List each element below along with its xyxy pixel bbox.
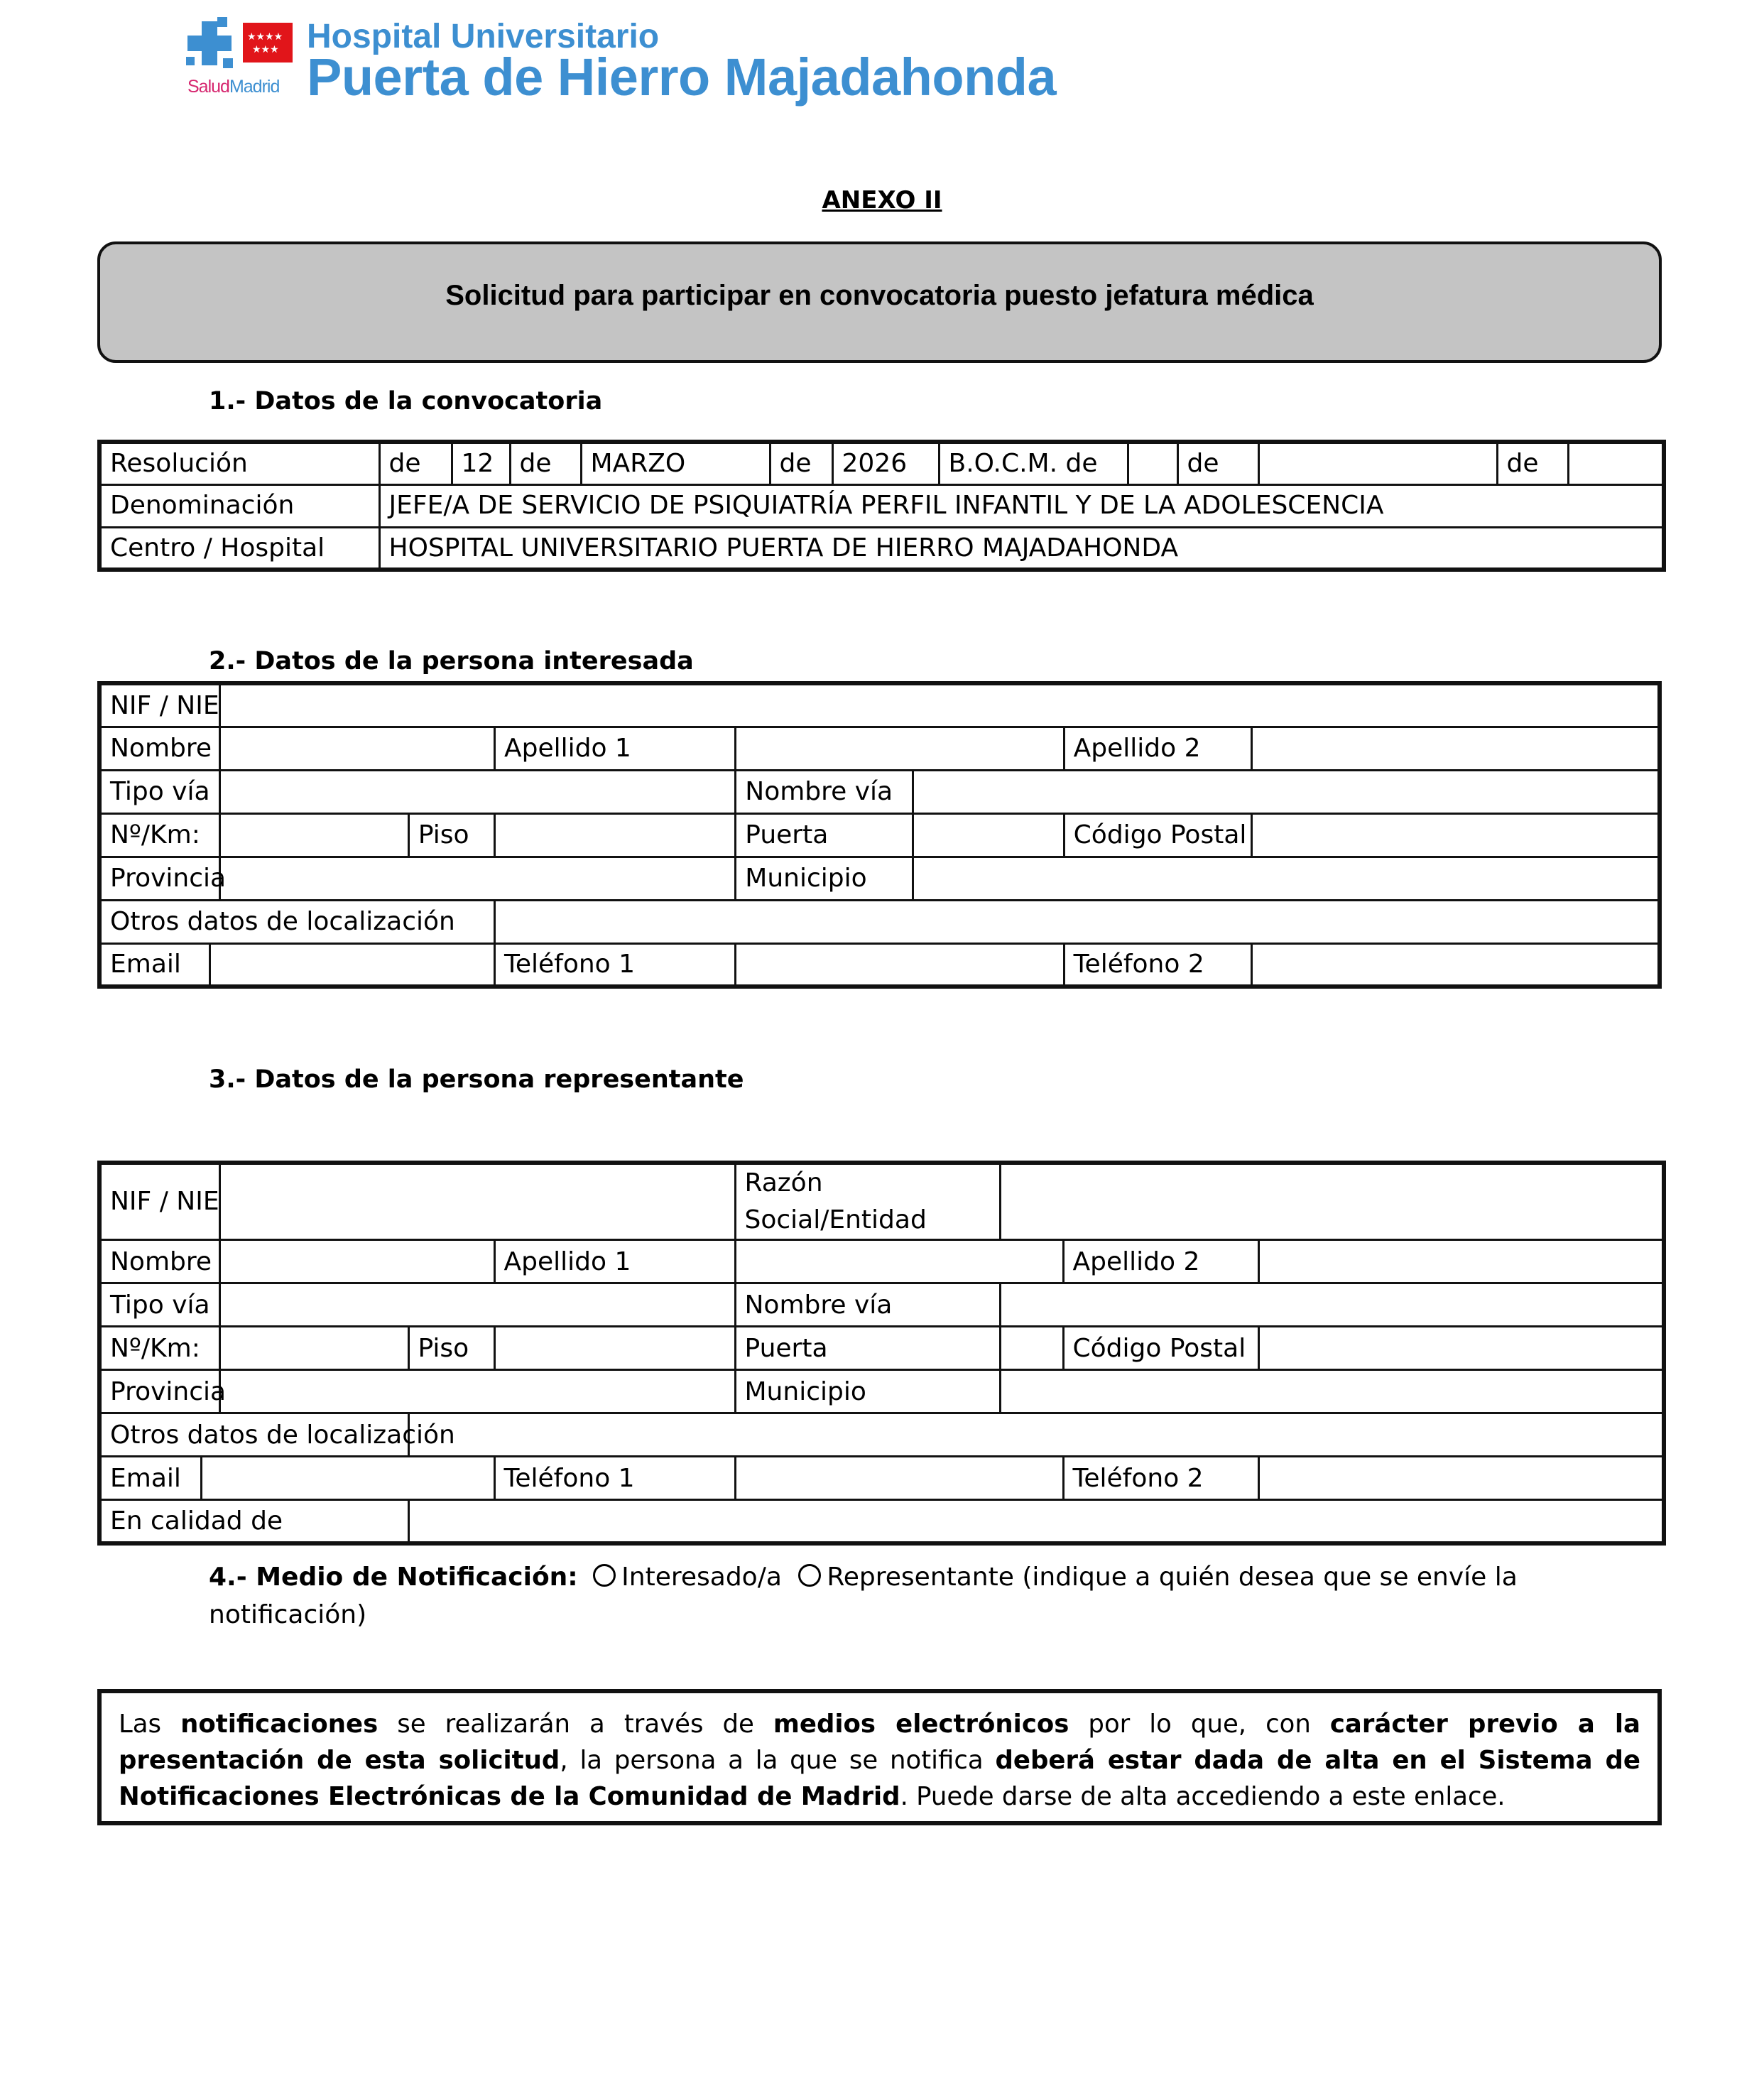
radio-representante-icon[interactable]	[798, 1564, 821, 1587]
rep-num-km-label: Nº/Km:	[99, 1327, 219, 1370]
bocm-month-field[interactable]	[1258, 442, 1497, 484]
rep-num-km-field[interactable]	[219, 1327, 408, 1370]
email-label: Email	[99, 943, 209, 987]
rep-codigo-postal-field[interactable]	[1258, 1327, 1664, 1370]
notice-text: Las	[119, 1710, 181, 1739]
de-label: de	[379, 442, 452, 484]
rep-puerta-field[interactable]	[1000, 1327, 1063, 1370]
section2-heading: 2.- Datos de la persona interesada	[209, 647, 694, 675]
bocm-label: B.O.C.M. de	[939, 442, 1128, 484]
rep-codigo-postal-label: Código Postal	[1063, 1327, 1258, 1370]
telefono2-field[interactable]	[1251, 943, 1660, 987]
hospital-name-line2: Puerta de Hierro Majadahonda	[307, 48, 1057, 107]
rep-razon-social-field[interactable]	[1000, 1163, 1664, 1240]
rep-provincia-field[interactable]	[219, 1370, 735, 1413]
rep-email-label: Email	[99, 1457, 201, 1500]
rep-municipio-field[interactable]	[1000, 1370, 1664, 1413]
piso-label: Piso	[408, 813, 494, 857]
tipo-via-label: Tipo vía	[99, 770, 219, 813]
notice-text: se realizarán a través de	[378, 1710, 773, 1739]
apellido1-label: Apellido 1	[494, 727, 735, 770]
rep-piso-field[interactable]	[494, 1327, 735, 1370]
rep-municipio-label: Municipio	[735, 1370, 1000, 1413]
bocm-year-field[interactable]	[1568, 442, 1664, 484]
form-title-box	[97, 241, 1662, 363]
puerta-field[interactable]	[913, 813, 1064, 857]
rep-nombre-via-field[interactable]	[1000, 1283, 1664, 1327]
telefono1-label: Teléfono 1	[494, 943, 735, 987]
rep-piso-label: Piso	[408, 1327, 494, 1370]
resolucion-label: Resolución	[99, 442, 379, 484]
codigo-postal-field[interactable]	[1251, 813, 1660, 857]
nif-label: NIF / NIE	[99, 683, 219, 727]
num-km-field[interactable]	[219, 813, 408, 857]
otros-field[interactable]	[494, 900, 1660, 943]
puerta-label: Puerta	[736, 813, 913, 857]
form-title: Solicitud para participar en convocatoria puesto jefatura médica	[445, 280, 1314, 311]
centro-value[interactable]: HOSPITAL UNIVERSITARIO PUERTA DE HIERRO MAJADAHONDA	[379, 527, 1664, 570]
de-label: de	[1497, 442, 1568, 484]
de-label: de	[1177, 442, 1258, 484]
resolucion-month[interactable]: MARZO	[581, 442, 770, 484]
section3-heading: 3.- Datos de la persona representante	[209, 1065, 744, 1094]
rep-tipo-via-label: Tipo vía	[99, 1283, 219, 1327]
rep-apellido2-label: Apellido 2	[1063, 1240, 1258, 1283]
piso-field[interactable]	[494, 813, 735, 857]
centro-label: Centro / Hospital	[99, 527, 379, 570]
hospital-name-line1: Hospital Universitario	[307, 18, 660, 55]
notice-text: . Puede darse de alta accediendo a este enlace.	[900, 1782, 1506, 1811]
otros-label: Otros datos de localización	[99, 900, 494, 943]
option-interesado-label: Interesado/a	[621, 1563, 782, 1592]
email-field[interactable]	[209, 943, 494, 987]
notice-bold: notificaciones	[180, 1710, 379, 1739]
resolucion-day[interactable]: 12	[452, 442, 510, 484]
rep-telefono1-field[interactable]	[735, 1457, 1063, 1500]
denominacion-value[interactable]: JEFE/A DE SERVICIO DE PSIQUIATRÍA PERFIL INFANTIL Y DE LA ADOLESCENCIA	[379, 484, 1664, 527]
rep-apellido1-label: Apellido 1	[494, 1240, 735, 1283]
de-label: de	[510, 442, 581, 484]
rep-razon-social-label: Razón Social/Entidad	[735, 1163, 1000, 1240]
rep-telefono1-label: Teléfono 1	[494, 1457, 735, 1500]
interesada-table	[97, 681, 1662, 989]
representante-table	[97, 1161, 1666, 1546]
provincia-label: Provincia	[99, 857, 219, 900]
rep-telefono2-label: Teléfono 2	[1063, 1457, 1258, 1500]
rep-nombre-field[interactable]	[219, 1240, 494, 1283]
svg-text:★★★★: ★★★★	[247, 31, 283, 43]
rep-apellido2-field[interactable]	[1258, 1240, 1664, 1283]
denominacion-label: Denominación	[99, 484, 379, 527]
nombre-via-label: Nombre vía	[736, 770, 913, 813]
apellido2-field[interactable]	[1251, 727, 1660, 770]
rep-en-calidad-field[interactable]	[408, 1500, 1664, 1543]
rep-otros-label: Otros datos de localización	[99, 1413, 408, 1457]
rep-nif-field[interactable]	[219, 1163, 735, 1240]
rep-otros-field[interactable]	[408, 1413, 1664, 1457]
resolucion-year[interactable]: 2026	[832, 442, 939, 484]
hospital-logo	[186, 17, 1057, 107]
municipio-field[interactable]	[913, 857, 1660, 900]
svg-text:★★★: ★★★	[252, 44, 279, 55]
apellido2-label: Apellido 2	[1064, 727, 1251, 770]
num-km-label: Nº/Km:	[99, 813, 219, 857]
telefono1-field[interactable]	[736, 943, 1064, 987]
municipio-label: Municipio	[736, 857, 913, 900]
convocatoria-table	[97, 440, 1666, 572]
section1-heading: 1.- Datos de la convocatoria	[209, 387, 603, 416]
notice-bold: medios electrónicos	[773, 1710, 1069, 1739]
rep-provincia-label: Provincia	[99, 1370, 219, 1413]
annex-title: ANEXO II	[822, 186, 942, 214]
telefono2-label: Teléfono 2	[1064, 943, 1251, 987]
notice-bold: carácter previo a la presentación de esta solicitud	[119, 1710, 1641, 1775]
nombre-field[interactable]	[219, 727, 494, 770]
salud-madrid-emblem-icon	[186, 17, 300, 77]
rep-tipo-via-field[interactable]	[219, 1283, 735, 1327]
rep-nombre-label: Nombre	[99, 1240, 219, 1283]
bocm-day-field[interactable]	[1128, 442, 1177, 484]
section4-heading: 4.- Medio de Notificación:	[209, 1563, 578, 1592]
de-label: de	[770, 442, 832, 484]
rep-en-calidad-label: En calidad de	[99, 1500, 408, 1543]
salud-madrid-wordmark: SaludMadrid	[187, 77, 280, 97]
apellido1-field[interactable]	[736, 727, 1064, 770]
provincia-field[interactable]	[219, 857, 736, 900]
notice-box	[97, 1689, 1662, 1825]
notice-bold: deberá estar dada de alta en el Sistema de Notificaciones Electrónicas de la Comunidad de Madrid	[119, 1746, 1640, 1811]
rep-telefono2-field[interactable]	[1258, 1457, 1664, 1500]
option-representante-label: Representante (indique a quién desea que se envíe la	[827, 1563, 1518, 1592]
rep-nif-label: NIF / NIE	[99, 1163, 219, 1240]
notice-text: por lo que, con	[1069, 1710, 1330, 1739]
rep-email-field[interactable]	[201, 1457, 494, 1500]
rep-apellido1-field[interactable]	[735, 1240, 1063, 1283]
rep-puerta-label: Puerta	[735, 1327, 1000, 1370]
tipo-via-field[interactable]	[219, 770, 736, 813]
nif-field[interactable]	[219, 683, 1660, 727]
nombre-label: Nombre	[99, 727, 219, 770]
codigo-postal-label: Código Postal	[1064, 813, 1251, 857]
rep-nombre-via-label: Nombre vía	[735, 1283, 1000, 1327]
notification-continuation: notificación)	[209, 1600, 367, 1629]
notification-method	[209, 1563, 1518, 1592]
nombre-via-field[interactable]	[913, 770, 1660, 813]
notice-text: , la persona a la que se notifica	[560, 1746, 996, 1775]
radio-interesado-icon[interactable]	[593, 1564, 616, 1587]
